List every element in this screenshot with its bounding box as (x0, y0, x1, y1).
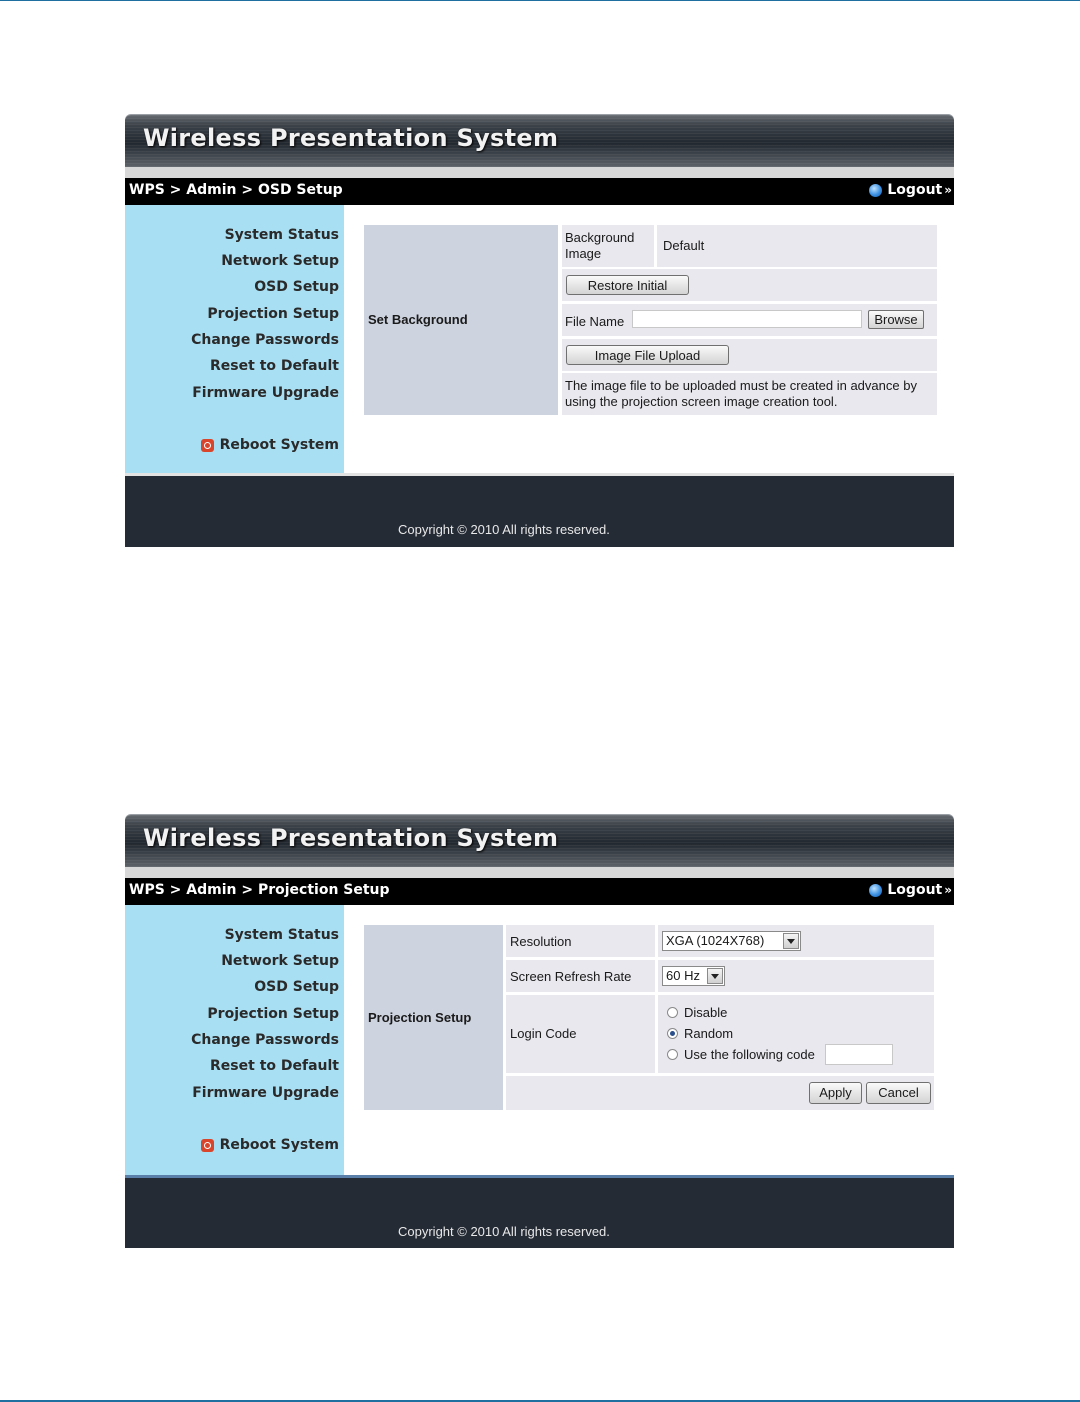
background-image-label-cell (562, 225, 654, 267)
logout-link[interactable] (869, 882, 952, 898)
projection-content (344, 905, 954, 1175)
file-name-row (562, 304, 937, 336)
sidebar-item-change-passwords[interactable]: Change Passwords (191, 332, 339, 348)
background-image-label: Background Image (565, 230, 635, 261)
breadcrumb: WPS > Admin > Projection Setup (129, 882, 390, 898)
resolution-value-cell (658, 925, 934, 957)
image-file-upload-button[interactable]: Image File Upload (566, 345, 729, 365)
chevron-down-icon (707, 968, 723, 984)
sidebar (125, 905, 344, 1175)
login-code-label: Login Code (510, 1026, 577, 1041)
refresh-rate-selected-value: 60 Hz (666, 968, 700, 983)
resolution-selected-value: XGA (1024X768) (666, 933, 765, 948)
globe-icon (869, 184, 882, 197)
sidebar-item-firmware-upgrade[interactable]: Firmware Upgrade (192, 1085, 339, 1101)
login-disable-radio[interactable] (667, 1007, 678, 1018)
sidebar-item-system-status[interactable]: System Status (224, 927, 339, 943)
restore-row (562, 269, 937, 301)
login-code-input[interactable] (825, 1044, 893, 1065)
logout-label: Logout (887, 882, 943, 898)
login-code-options-cell (658, 995, 934, 1073)
osd-content (344, 205, 954, 473)
app-title: Wireless Presentation System (143, 824, 559, 852)
sidebar-item-projection-setup[interactable]: Projection Setup (207, 1006, 339, 1022)
banner-divider (125, 867, 954, 878)
globe-icon (869, 884, 882, 897)
upload-row (562, 339, 937, 371)
top-bar (125, 178, 954, 205)
upload-note: The image file to be uploaded must be created in advance by using the projection screen image creation tool. (565, 378, 917, 409)
login-code-label-cell (506, 995, 655, 1073)
apply-button[interactable]: Apply (809, 1082, 862, 1104)
form-actions-row (506, 1076, 934, 1110)
upload-note-row (562, 373, 937, 415)
login-custom-code-label: Use the following code (684, 1047, 815, 1062)
banner-divider (125, 167, 954, 178)
sidebar-item-network-setup[interactable]: Network Setup (221, 953, 339, 969)
sidebar-item-osd-setup[interactable]: OSD Setup (254, 279, 339, 295)
section-label: Set Background (368, 312, 468, 327)
copyright-text: Copyright © 2010 All rights reserved. (398, 1224, 610, 1239)
sidebar-item-change-passwords[interactable]: Change Passwords (191, 1032, 339, 1048)
app-banner (125, 114, 954, 167)
double-chevron-right-icon: » (944, 883, 952, 897)
logout-link[interactable] (869, 182, 952, 198)
footer (125, 476, 954, 547)
reboot-label: Reboot System (219, 437, 339, 453)
page-top-rule (0, 0, 1080, 1)
restore-initial-button[interactable]: Restore Initial (566, 275, 689, 295)
double-chevron-right-icon: » (944, 183, 952, 197)
sidebar-item-projection-setup[interactable]: Projection Setup (207, 306, 339, 322)
section-label: Projection Setup (368, 1010, 472, 1025)
login-custom-code-radio[interactable] (667, 1049, 678, 1060)
sidebar-item-system-status[interactable]: System Status (224, 227, 339, 243)
projection-setup-screenshot (125, 814, 954, 1248)
sidebar-item-network-setup[interactable]: Network Setup (221, 253, 339, 269)
browse-button[interactable]: Browse (868, 310, 924, 329)
sidebar (125, 205, 344, 473)
sidebar-item-osd-setup[interactable]: OSD Setup (254, 979, 339, 995)
sidebar-item-reboot-system[interactable] (201, 1137, 339, 1153)
chevron-down-icon (783, 933, 799, 949)
top-bar (125, 878, 954, 905)
sidebar-item-reboot-system[interactable] (201, 437, 339, 453)
refresh-value-cell (658, 960, 934, 992)
sidebar-item-reset-to-default[interactable]: Reset to Default (210, 1058, 339, 1074)
reboot-label: Reboot System (219, 1137, 339, 1153)
login-disable-label: Disable (684, 1005, 728, 1020)
sidebar-item-reset-to-default[interactable]: Reset to Default (210, 358, 339, 374)
osd-setup-screenshot (125, 114, 954, 547)
background-image-value: Default (663, 238, 705, 253)
app-title: Wireless Presentation System (143, 124, 559, 152)
refresh-rate-label: Screen Refresh Rate (510, 969, 632, 984)
logout-label: Logout (887, 182, 943, 198)
file-name-label: File Name (565, 314, 625, 329)
login-random-radio[interactable] (667, 1028, 678, 1039)
set-background-section (364, 225, 558, 415)
file-name-field[interactable] (632, 310, 862, 328)
breadcrumb: WPS > Admin > OSD Setup (129, 182, 343, 198)
resolution-select[interactable] (662, 931, 801, 951)
power-icon (201, 1139, 214, 1152)
refresh-label-cell (506, 960, 655, 992)
footer (125, 1178, 954, 1248)
background-image-value-cell (657, 225, 937, 267)
cancel-button[interactable]: Cancel (866, 1082, 931, 1104)
projection-setup-section (364, 925, 503, 1110)
refresh-rate-select[interactable] (662, 966, 725, 986)
resolution-label: Resolution (510, 934, 572, 949)
app-banner (125, 814, 954, 867)
resolution-label-cell (506, 925, 655, 957)
power-icon (201, 439, 214, 452)
sidebar-item-firmware-upgrade[interactable]: Firmware Upgrade (192, 385, 339, 401)
login-random-label: Random (684, 1026, 734, 1041)
copyright-text: Copyright © 2010 All rights reserved. (398, 522, 610, 537)
